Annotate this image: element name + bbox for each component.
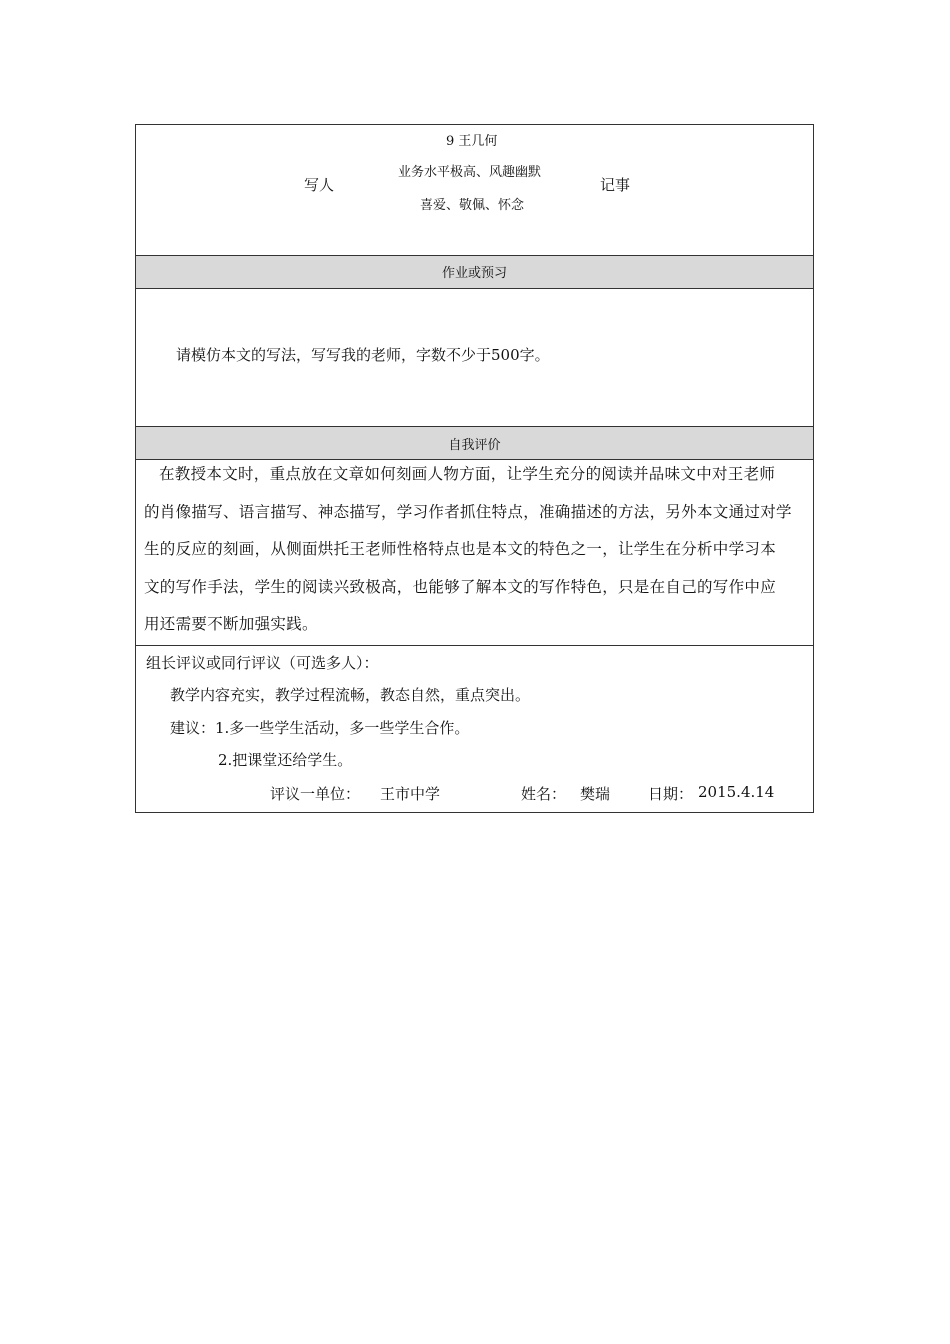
self-eval-line: 用还需要不断加强实践。	[144, 615, 318, 633]
peer-review-comment: 教学内容充实，教学过程流畅，教态自然，重点突出。	[170, 686, 531, 704]
peer-review-row	[136, 646, 813, 813]
feeling-line: 喜爱、敬佩、怀念	[420, 198, 525, 213]
homework-content-row	[136, 289, 813, 427]
self-eval-header: 自我评价	[448, 438, 501, 453]
left-label: 写人	[304, 176, 335, 194]
lesson-title: 9 王几何	[446, 134, 498, 149]
lesson-plan-table	[135, 124, 814, 813]
self-eval-paragraph	[144, 456, 792, 644]
self-eval-line: 文的写作手法，学生的阅读兴致极高，也能够了解本文的写作特色，只是在自己的写作中应	[144, 577, 777, 596]
reviewer-name-label: 姓名：	[521, 785, 567, 803]
review-date-label: 日期：	[648, 785, 694, 803]
board-summary-row	[136, 125, 813, 256]
reviewer-name-value: 樊瑞	[580, 785, 611, 803]
self-eval-line: 生的反应的刻画，从侧面烘托王老师性格特点也是本文的特色之一，让学生在分析中学习本	[144, 540, 777, 558]
self-eval-line: 的肖像描写、语言描写、神态描写，学习作者抓住特点，准确描述的方法，另外本文通过对学	[144, 502, 792, 521]
peer-review-suggestion-2: 2.把课堂还给学生。	[218, 751, 353, 769]
self-eval-content-row	[136, 460, 813, 646]
homework-header-row	[136, 256, 813, 289]
homework-header: 作业或预习	[441, 266, 507, 281]
review-unit-label: 评议一单位：	[270, 785, 361, 803]
homework-content: 请模仿本文的写法，写写我的老师，字数不少于500字。	[176, 346, 550, 364]
review-date-value: 2015.4.14	[698, 783, 775, 801]
self-eval-line: 在教授本文时，重点放在文章如何刻画人物方面，让学生充分的阅读并品味文中对王老师	[159, 465, 776, 483]
trait-line: 业务水平极高、风趣幽默	[398, 165, 542, 180]
review-unit-value: 王市中学	[380, 785, 441, 803]
peer-review-title: 组长评议或同行评议（可选多人）：	[146, 654, 379, 672]
peer-review-suggestion-1: 建议：1.多一些学生活动，多一些学生合作。	[170, 719, 470, 737]
right-label: 记事	[600, 176, 631, 194]
